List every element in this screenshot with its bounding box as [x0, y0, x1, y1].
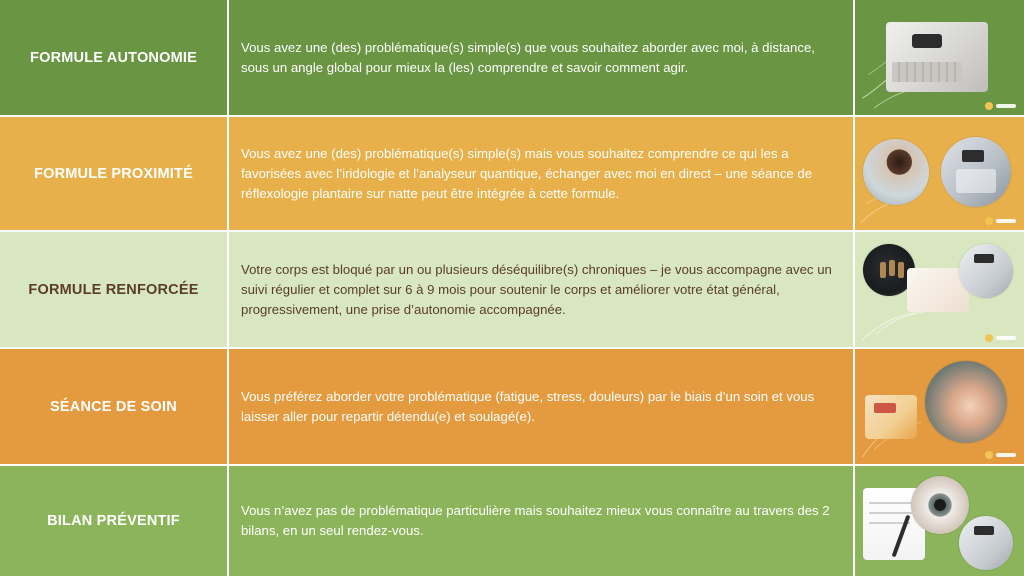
device-screen-icon: [974, 526, 993, 536]
brand-logo: [984, 450, 1018, 460]
device-screen-icon: [974, 254, 993, 264]
formula-renforcee-description: Votre corps est bloqué par un ou plusieurs déséquilibre(s) chroniques – je vous accompagne avec un suivi régulier et complet sur 6 à 9 mois pour soutenir le corps et améliorer votre état général, progressivement, une prise d’autonomie accompagnée.: [229, 232, 855, 349]
care-product-photo: [865, 395, 917, 439]
quantum-analyzer-device: [941, 137, 1011, 207]
consultation-photo: [863, 139, 929, 205]
bottle-icon: [880, 262, 886, 278]
seance-de-soin-title: SÉANCE DE SOIN: [0, 349, 229, 466]
massage-hands-photo: [925, 361, 1007, 443]
device-panel-icon: [956, 169, 995, 193]
bottle-icon: [898, 262, 904, 278]
bottle-icon: [889, 260, 895, 276]
bilan-preventif-image: [855, 466, 1024, 576]
quantum-analyzer-device: [959, 244, 1013, 298]
seance-de-soin-image: [855, 349, 1024, 466]
formula-autonomie-description: Vous avez une (des) problématique(s) simple(s) que vous souhaitez aborder avec moi, à distance, sous un angle global pour mieux la (les) comprendre et savoir comment agir.: [229, 0, 855, 117]
laptop-and-phone-photo: [886, 22, 988, 92]
formula-proximite-image: [855, 117, 1024, 232]
quantum-analyzer-device: [959, 516, 1013, 570]
formula-autonomie-title: FORMULE AUTONOMIE: [0, 0, 229, 117]
brand-logo: [984, 333, 1018, 343]
formula-autonomie-image: [855, 0, 1024, 117]
brand-logo: [984, 101, 1018, 111]
formula-proximite-description: Vous avez une (des) problématique(s) simple(s) mais vous souhaitez comprendre ce qui les a favorisées avec l’iridologie et l’analyseur quantique, échanger avec moi en direct – une séance de réflexologie plantaire sur natte peut être intégrée à cette formule.: [229, 117, 855, 232]
phone-icon: [912, 34, 942, 48]
text-line-icon: [869, 512, 917, 514]
seance-de-soin-description: Vous préférez aborder votre problématique (fatigue, stress, douleurs) par le biais d’un soin et vous laisser aller pour repartir détendu(e) et soulagé(e).: [229, 349, 855, 466]
bilan-preventif-title: BILAN PRÉVENTIF: [0, 466, 229, 576]
eye-iris-photo: [911, 476, 969, 534]
formula-renforcee-title: FORMULE RENFORCÉE: [0, 232, 229, 349]
text-line-icon: [869, 502, 912, 504]
device-screen-icon: [962, 150, 984, 163]
brand-logo: [984, 216, 1018, 226]
formula-renforcee-image: [855, 232, 1024, 349]
keyboard-icon: [892, 62, 962, 82]
bilan-preventif-description: Vous n’avez pas de problématique particulière mais souhaitez mieux vous connaître au travers des 2 bilans, en un seul rendez-vous.: [229, 466, 855, 576]
formula-proximite-title: FORMULE PROXIMITÉ: [0, 117, 229, 232]
label-icon: [874, 403, 896, 413]
